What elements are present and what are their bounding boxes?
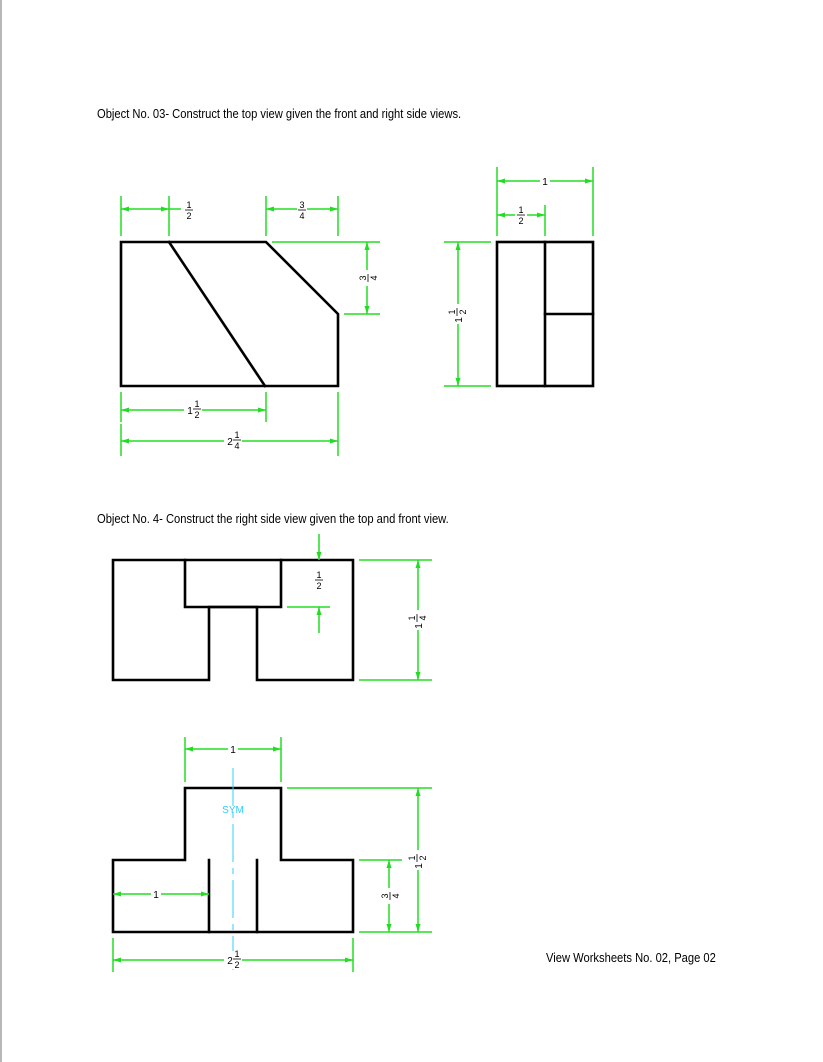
svg-text:4: 4 [418, 615, 428, 621]
svg-text:1: 1 [454, 317, 465, 323]
object3-front-dimensions [121, 196, 380, 456]
svg-text:4: 4 [299, 211, 305, 221]
svg-text:2: 2 [234, 960, 240, 970]
svg-text:1: 1 [518, 205, 524, 215]
object4-dim-overall-depth [407, 610, 428, 630]
object3-dim-side-height [447, 304, 468, 324]
svg-text:1: 1 [414, 623, 425, 629]
svg-text:1: 1 [186, 200, 192, 210]
svg-text:4: 4 [391, 893, 401, 899]
svg-text:1: 1 [234, 949, 240, 959]
svg-text:2: 2 [227, 956, 233, 967]
svg-text:2: 2 [194, 410, 200, 420]
svg-text:2: 2 [227, 437, 233, 448]
svg-text:1: 1 [447, 309, 457, 315]
object4-heading: Object No. 4- Construct the right side view given the top and front view. [97, 511, 449, 526]
object4-dim-overall-height [407, 850, 428, 870]
svg-text:1: 1 [234, 430, 240, 440]
object3-dim-top-left [184, 200, 194, 221]
svg-text:3: 3 [299, 200, 305, 210]
object3-front-slant-line [169, 242, 265, 386]
object4-top-notch [185, 560, 281, 607]
svg-text:1: 1 [407, 615, 417, 621]
object4-dim-slot-depth [313, 570, 325, 591]
svg-text:3: 3 [358, 275, 368, 281]
svg-text:1: 1 [194, 399, 200, 409]
object3-heading: Object No. 03- Construct the top view given the front and right side views. [97, 106, 462, 121]
object3-dim-side-width: 1 [542, 177, 548, 188]
svg-text:2: 2 [458, 309, 468, 315]
svg-text:4: 4 [234, 441, 240, 451]
object3-front-outline [121, 242, 338, 386]
object4-top-dimensions [287, 534, 432, 680]
svg-text:1: 1 [316, 570, 322, 580]
svg-text:2: 2 [418, 855, 428, 861]
svg-text:1: 1 [407, 855, 417, 861]
svg-text:4: 4 [369, 275, 379, 281]
object3-dim-right-height [358, 270, 379, 286]
svg-text:2: 2 [186, 211, 192, 221]
object3-side-dimensions [444, 167, 593, 386]
page-footer: View Worksheets No. 02, Page 02 [546, 950, 716, 965]
object4-front-dimensions [113, 737, 432, 972]
svg-text:1: 1 [187, 406, 193, 417]
object4-front-view [113, 768, 353, 970]
svg-text:1: 1 [414, 863, 425, 869]
svg-text:2: 2 [316, 581, 322, 591]
object3-dim-bottom-overall [224, 430, 242, 451]
object4-dim-overall-width [224, 949, 242, 970]
object3-dim-side-partial [515, 205, 527, 226]
object3-dim-bottom-inner [184, 399, 202, 420]
object3-side-view [497, 242, 593, 386]
object4-dim-left-width: 1 [153, 890, 159, 901]
svg-text:2: 2 [518, 216, 524, 226]
object3-front-view [121, 242, 338, 386]
svg-text:3: 3 [380, 893, 390, 899]
object4-dim-base-height [380, 888, 401, 904]
object3-dim-top-right [297, 200, 307, 221]
object4-symmetry-label: SYM [222, 805, 244, 816]
object4-dim-top-width: 1 [230, 745, 236, 756]
